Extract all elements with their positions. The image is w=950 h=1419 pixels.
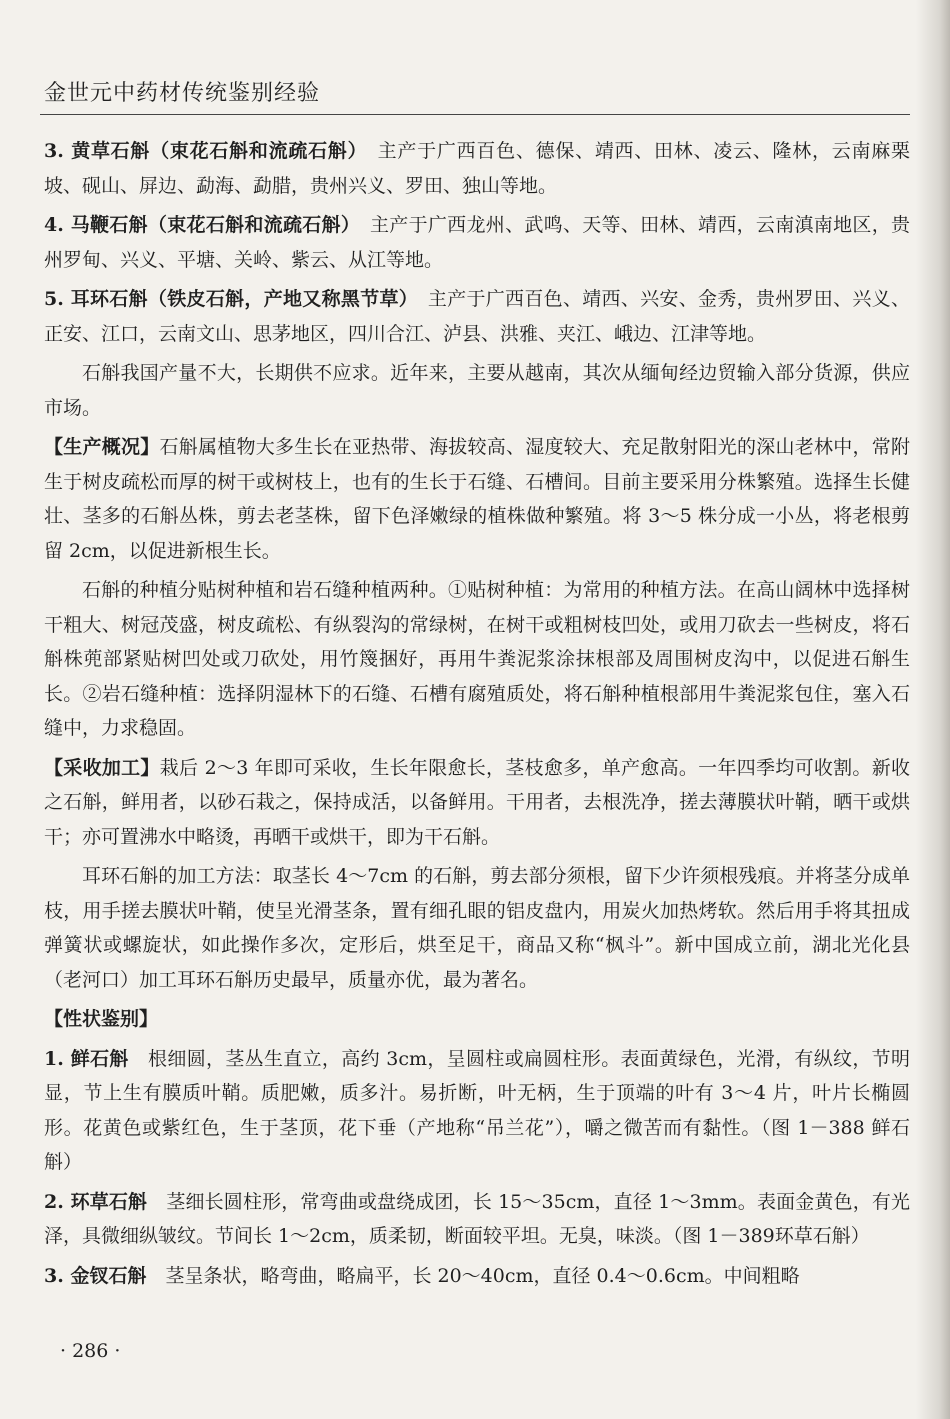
paragraph bbox=[44, 573, 910, 746]
paragraph bbox=[44, 859, 910, 997]
page-body bbox=[44, 134, 910, 1298]
paragraph-text: 栽后 2～3 年即可采收，生长年限愈长，茎枝愈多，单产愈高。一年四季均可收割。新收之石斛，鲜用者，以砂石栽之，保持成活，以备鲜用。干用者，去根洗净，搓去薄膜状叶鞘，晒干或烘干；亦可置沸水中略烫，再晒干或烘干，即为干石斛。 bbox=[44, 756, 910, 848]
paragraph bbox=[44, 356, 910, 425]
scan-edge bbox=[916, 0, 950, 1419]
paragraph-text: 主产于广西龙州、武鸣、天等、田林、靖西，云南滇南地区，贵州罗甸、兴义、平塘、关岭、紫云、从江等地。 bbox=[44, 214, 910, 271]
running-header bbox=[40, 70, 910, 115]
paragraph bbox=[44, 751, 910, 855]
entry-heading: 1. 鲜石斛 bbox=[44, 1047, 129, 1070]
paragraph-text: 耳环石斛的加工方法：取茎长 4～7cm 的石斛，剪去部分须根，留下少许须根残痕。并将茎分成单枝，用手搓去膜状叶鞘，使呈光滑茎条，置有细孔眼的铝皮盘内，用炭火加热烤软。然后用手将其扭成弹簧状或螺旋状，如此操作多次，定形后，烘至足干，商品又称“枫斗”。新中国成立前，湖北光化县（老河口）加工耳环石斛历史最早，质量亦优，最为著名。 bbox=[44, 865, 910, 991]
paragraph bbox=[44, 1042, 910, 1180]
book-title: 金世元中药材传统鉴别经验 bbox=[44, 81, 321, 106]
paragraph bbox=[44, 1259, 910, 1294]
paragraph bbox=[44, 1002, 910, 1037]
paragraph-text: 石斛属植物大多生长在亚热带、海拔较高、湿度较大、充足散射阳光的深山老林中，常附生于树皮疏松而厚的树干或树枝上，也有的生长于石缝、石槽间。目前主要采用分株繁殖。选择生长健壮、茎多的石斛丛株，剪去老茎株，留下色泽嫩绿的植株做种繁殖。将 3～5 株分成一小丛，将老根剪留 2cm，以促进新根生长。 bbox=[44, 436, 910, 562]
paragraph-text: 主产于广西百色、靖西、兴安、金秀，贵州罗田、兴义、正安、江口，云南文山、思茅地区，四川合江、泸县、洪雅、夹江、峨边、江津等地。 bbox=[44, 288, 910, 345]
entry-heading: 3. 黄草石斛（束花石斛和流疏石斛） bbox=[44, 140, 358, 162]
entry-heading: 4. 马鞭石斛（束花石斛和流疏石斛） bbox=[44, 214, 351, 236]
entry-heading: 2. 环草石斛 bbox=[44, 1190, 148, 1213]
paragraph bbox=[44, 1185, 910, 1254]
entry-heading: 3. 金钗石斛 bbox=[44, 1264, 147, 1287]
paragraph bbox=[44, 208, 910, 277]
paragraph-text: 茎细长圆柱形，常弯曲或盘绕成团，长 15～35cm，直径 1～3mm。表面金黄色，有光泽，具微细纵皱纹。节间长 1～2cm，质柔韧，断面较平坦。无臭，味淡。（图 1－389环草石斛） bbox=[44, 1190, 910, 1247]
paragraph-text: 根细圆，茎丛生直立，高约 3cm，呈圆柱或扁圆柱形。表面黄绿色，光滑，有纵纹，节明显，节上生有膜质叶鞘。质肥嫩，质多汁。易折断，叶无柄，生于顶端的叶有 3～4 片，叶片长椭圆形。花黄色或紫红色，生于茎顶，花下垂（产地称“吊兰花”），嚼之微苦而有黏性。（图 1－388 鲜石斛） bbox=[44, 1047, 910, 1173]
paragraph bbox=[44, 430, 910, 568]
section-heading: 【生产概况】 bbox=[44, 436, 160, 458]
entry-heading: 5. 耳环石斛（铁皮石斛，产地又称黑节草） bbox=[44, 288, 409, 310]
section-heading: 【性状鉴别】 bbox=[44, 1008, 159, 1030]
paragraph bbox=[44, 134, 910, 203]
page-number: · 286 · bbox=[60, 1340, 121, 1362]
paragraph-text: 茎呈条状，略弯曲，略扁平，长 20～40cm，直径 0.4～0.6cm。中间粗略 bbox=[146, 1264, 800, 1287]
section-heading: 【采收加工】 bbox=[44, 756, 160, 779]
paragraph-text: 石斛的种植分贴树种植和岩石缝种植两种。①贴树种植：为常用的种植方法。在高山阔林中选择树干粗大、树冠茂盛，树皮疏松、有纵裂沟的常绿树，在树干或粗树枝凹处，或用刀砍去一些树皮，将石斛株蔸部紧贴树凹处或刀砍处，用竹篾捆好，再用牛粪泥浆涂抹根部及周围树皮沟中，以促进石斛生长。②岩石缝种植：选择阴湿林下的石缝、石槽有腐殖质处，将石斛种植根部用牛粪泥浆包住，塞入石缝中，力求稳固。 bbox=[44, 579, 910, 739]
paragraph-text: 石斛我国产量不大，长期供不应求。近年来，主要从越南，其次从缅甸经边贸输入部分货源，供应市场。 bbox=[44, 362, 910, 419]
paragraph bbox=[44, 282, 910, 351]
paragraph-text: 主产于广西百色、德保、靖西、田林、凌云、隆林，云南麻栗坡、砚山、屏边、勐海、勐腊，贵州兴义、罗田、独山等地。 bbox=[44, 140, 910, 197]
